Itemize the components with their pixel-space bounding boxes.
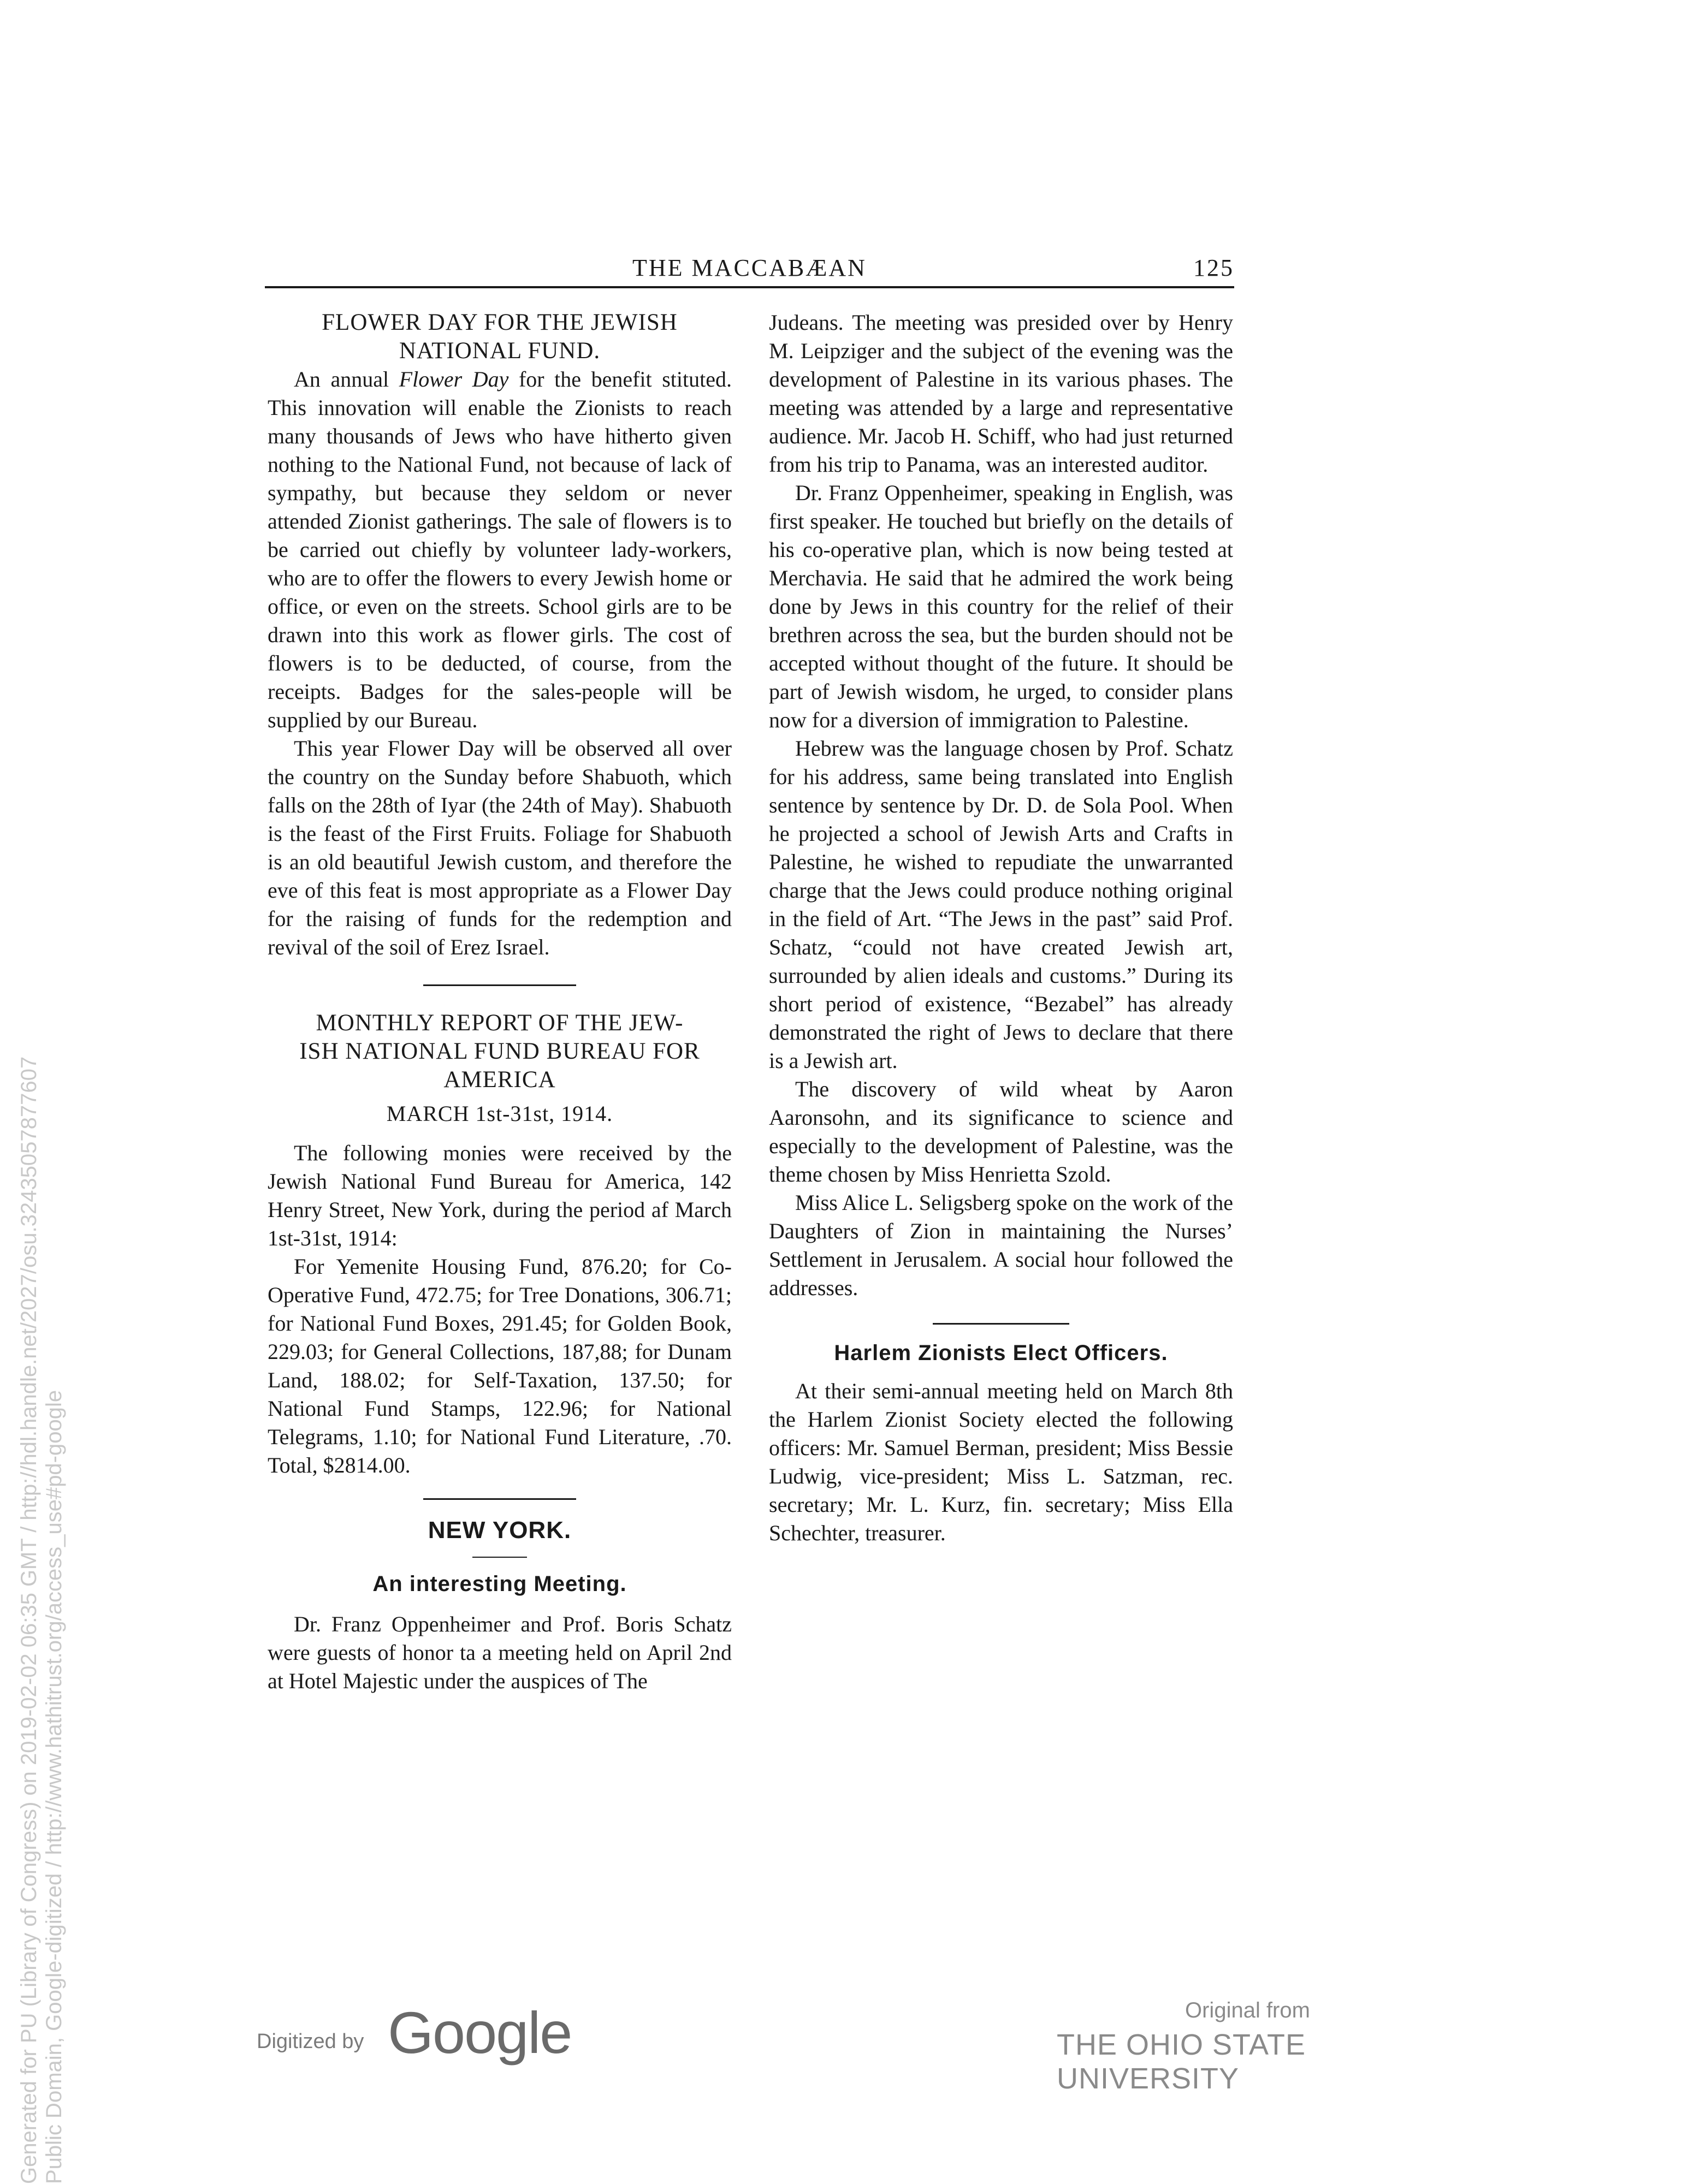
flower-day-p1-rest: for the benefit stituted. This innovation will enable the Zionists to reach many thousands of Jews who have hitherto given nothing to the National Fund, not because of lack of sympathy, but because they seldom or never attended Zionist gatherings. The sale of flowers is to be carried out chiefly by volunteer lady-workers, who are to offer the flowers to every Jewish home or office, or even on the streets. School girls are to be drawn into this work as flower girls. The cost of flowers is to be deducted, of course, from the receipts. Badges for the sales-people will be supplied by our Bureau. — [268, 367, 732, 732]
flower-day-heading-line2: NATIONAL FUND. — [399, 338, 601, 364]
monthly-report-heading-line3: AMERICA — [443, 1067, 556, 1093]
flower-day-paragraph-1 — [268, 365, 732, 734]
watermark-line-2: Public Domain, Google-digitized / http://www.hathitrust.org/access_use#pd-google — [42, 1390, 66, 2184]
monthly-report-paragraph-1: The following monies were received by the Jewish National Fund Bureau for America, 142 Henry Street, New York, during the period af March 1st-31st, 1914: — [268, 1141, 732, 1250]
university-name: THE OHIO STATE UNIVERSITY — [1057, 2028, 1306, 2095]
right-column — [769, 308, 1233, 1547]
meeting-paragraph-3: Hebrew was the language chosen by Prof. Schatz for his address, same being translated into English sentence by sentence by Dr. D. de Sola Pool. When he projected a school of Jewish Arts and Crafts in Palestine, he wished to repudiate the unwarranted charge that the Jews could produce nothing original in the field of Art. “The Jews in the past” said Prof. Schatz, “could not have created Jewish art, surrounded by alien ideals and customs.” During its short period of existence, “Bezabel” has already demonstrated the right of Jews to declare that there is a Jewish art. — [769, 736, 1233, 1073]
monthly-report-heading-line2: ISH NATIONAL FUND BUREAU FOR — [299, 1038, 700, 1064]
digitized-by-label: Digitized by — [257, 2030, 364, 2053]
header-rule — [265, 286, 1234, 288]
meeting-paragraph-2: Dr. Franz Oppenheimer, speaking in English, was first speaker. He touched but briefly on the details of his co-operative plan, which is now being tested at Merchavia. He said that he admired the work being done by Jews in this country for the relief of their brethren across the sea, but the burden should not be accepted without thought of the future. It should be part of Jewish wisdom, he urged, to consider plans now for a diversion of immigration to Palestine. — [769, 480, 1233, 732]
monthly-report-paragraph-2: For Yemenite Housing Fund, 876.20; for Co-Operative Fund, 472.75; for Tree Donations, 306.71; for National Fund Boxes, 291.45; for Golden Book, 229.03; for General Collections, 187,88; for Dunam Land, 188.02; for Self-Taxation, 137.50; for National Fund Stamps, 122.96; for National Telegrams, 1.10; for National Fund Literature, .70. Total, $2814.00. — [268, 1254, 732, 1477]
watermark-line-1: Generated for PU (Library of Congress) on 2019-02-02 06:35 GMT / http://hdl.handle.net/2027/osu.32435057877607 — [17, 1056, 41, 2184]
interesting-meeting-heading: An interesting Meeting. — [372, 1572, 627, 1596]
section-divider — [423, 984, 576, 986]
monthly-report-date: MARCH 1st-31st, 1914. — [386, 1101, 613, 1126]
harlem-paragraph: At their semi-annual meeting held on March 8th the Harlem Zionist Society elected the following officers: Mr. Samuel Berman, president; Miss Bessie Ludwig, vice-president; Miss L. Satzman, rec. secretary; Mr. L. Kurz, fin. secretary; Miss Ella Schechter, treasurer. — [769, 1379, 1233, 1545]
journal-title: THE MACCABÆAN — [632, 254, 867, 281]
section-divider — [933, 1323, 1069, 1325]
digitized-by-google — [257, 1998, 606, 2064]
monthly-report-heading — [268, 1009, 732, 1094]
meeting-paragraph-4: The discovery of wild wheat by Aaron Aaronsohn, and its significance to science and especially to the development of Palestine, was the theme chosen by Miss Henrietta Szold. — [769, 1077, 1233, 1186]
page-number: 125 — [1193, 254, 1234, 281]
flower-day-heading-line1: FLOWER DAY FOR THE JEWISH — [322, 310, 678, 335]
page-header — [265, 248, 1234, 287]
meeting-paragraph-5: Miss Alice L. Seligsberg spoke on the work of the Daughters of Zion in maintaining the Nurses’ Settlement in Jerusalem. A social hour followed the addresses. — [769, 1190, 1233, 1300]
google-logo: Google — [388, 1999, 572, 2066]
meeting-paragraph-1: Judeans. The meeting was presided over by Henry M. Leipziger and the subject of the evening was the development of Palestine in its various phases. The meeting was attended by a large and representative audience. Mr. Jacob H. Schiff, who had just returned from his trip to Panama, was an interested auditor. — [769, 310, 1233, 477]
original-from — [1057, 1998, 1439, 2095]
short-divider — [472, 1557, 527, 1558]
flower-day-heading — [268, 308, 732, 365]
left-column — [268, 308, 732, 1695]
flower-day-emphasis: Flower Day — [399, 367, 509, 391]
new-york-heading: NEW YORK. — [428, 1517, 572, 1544]
section-divider — [423, 1498, 576, 1500]
monthly-report-heading-line1: MONTHLY REPORT OF THE JEW- — [316, 1010, 684, 1036]
new-york-paragraph-1: Dr. Franz Oppenheimer and Prof. Boris Schatz were guests of honor ta a meeting held on April 2nd at Hotel Majestic under the auspices of The — [268, 1612, 732, 1693]
flower-day-p1-start: An annual — [294, 367, 399, 391]
harlem-heading: Harlem Zionists Elect Officers. — [834, 1341, 1168, 1365]
original-from-label: Original from — [1185, 1998, 1310, 2022]
watermark-sidebar — [16, 819, 67, 2184]
flower-day-paragraph-2: This year Flower Day will be observed all over the country on the Sunday before Shabuoth, which falls on the 28th of Iyar (the 24th of May). Shabuoth is the feast of the First Fruits. Foliage for Shabuoth is an old beautiful Jewish custom, and therefore the eve of this feat is most appropriate as a Flower Day for the raising of funds for the redemption and revival of the soil of Erez Israel. — [268, 736, 732, 959]
